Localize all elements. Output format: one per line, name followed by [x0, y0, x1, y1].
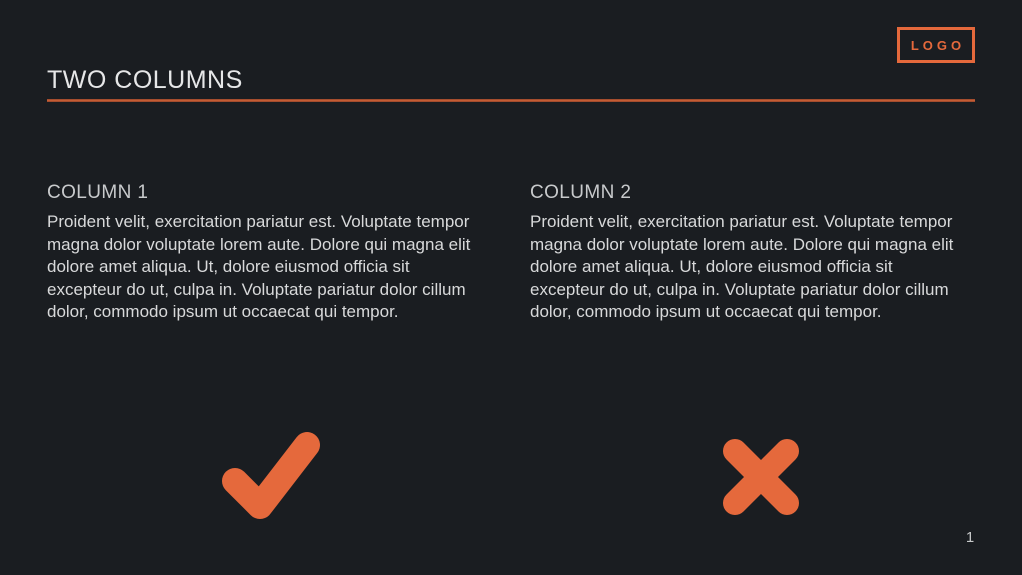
column-2-body: Proident velit, exercitation pariatur est. Voluptate tempor magna dolor voluptate lorem aute. Dolore qui magna elit dolore amet aliqua. Ut, dolore eiusmod officia sit excepteur do ut, culpa in. Voluptate pariatur dolor cillum dolor, commodo ipsum ut occaecat qui tempor.	[530, 212, 954, 321]
page-number: 1	[965, 529, 975, 546]
check-icon	[219, 431, 323, 526]
logo-box	[897, 27, 975, 63]
column-1-heading: COLUMN 1	[47, 182, 149, 203]
logo-text: LOGO	[910, 37, 966, 53]
slide-title: TWO COLUMNS	[47, 66, 243, 94]
cross-icon	[719, 434, 803, 525]
column-1	[47, 180, 487, 324]
column-2	[530, 180, 970, 324]
title-divider	[47, 99, 975, 102]
column-1-body: Proident velit, exercitation pariatur est. Voluptate tempor magna dolor voluptate lorem aute. Dolore qui magna elit dolore amet aliqua. Ut, dolore eiusmod officia sit excepteur do ut, culpa in. Voluptate pariatur dolor cillum dolor, commodo ipsum ut occaecat qui tempor.	[47, 212, 471, 321]
columns-container	[47, 180, 975, 324]
column-2-heading: COLUMN 2	[530, 182, 632, 203]
